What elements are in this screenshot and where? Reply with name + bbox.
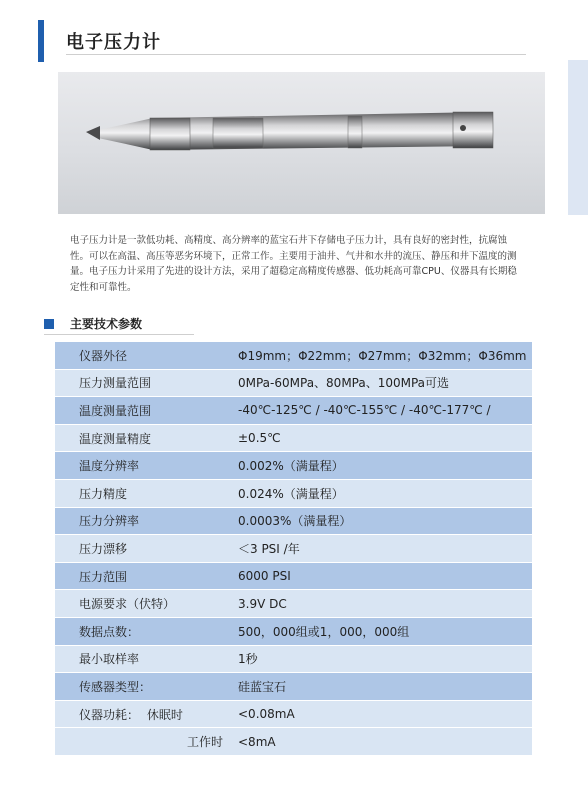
spec-label: 压力精度 <box>55 479 223 507</box>
power-sleep-label: 休眠时 <box>146 707 183 722</box>
spec-label: 压力测量范围 <box>55 369 223 397</box>
page-title: 电子压力计 <box>66 32 161 53</box>
title-divider <box>66 54 526 55</box>
table-row <box>55 424 532 452</box>
spec-value: ±0.5℃ <box>223 424 532 452</box>
spec-label: 数据点数： <box>55 617 223 645</box>
spec-label: 最小取样率 <box>55 645 223 673</box>
square-bullet-icon <box>44 319 54 329</box>
spec-label: 电源要求（伏特） <box>55 590 223 618</box>
power-work-label: 工作时 <box>55 728 223 756</box>
table-row <box>55 397 532 425</box>
spec-value: 0MPa-60MPa、80MPa、100MPa可选 <box>223 369 532 397</box>
spec-value: Φ19mm；Φ22mm；Φ27mm；Φ32mm；Φ36mm <box>223 342 532 369</box>
side-tab-decoration <box>568 60 588 215</box>
spec-value: 0.0003%（满量程） <box>223 507 532 535</box>
table-row <box>55 590 532 618</box>
product-photo <box>58 72 545 214</box>
spec-value: <8mA <box>223 728 532 756</box>
spec-value: 500，000组或1，000，000组 <box>223 617 532 645</box>
spec-value: 硅蓝宝石 <box>223 673 532 701</box>
pressure-gauge-illustration <box>58 72 545 214</box>
spec-value: 0.024%（满量程） <box>223 479 532 507</box>
spec-label: 温度分辨率 <box>55 452 223 480</box>
spec-label: 温度测量精度 <box>55 424 223 452</box>
spec-label: 压力范围 <box>55 562 223 590</box>
spec-value: -40℃-125℃ / -40℃-155℃ / -40℃-177℃ / <box>223 397 532 425</box>
section-title: 主要技术参数 <box>70 317 143 331</box>
spec-value: ＜3 PSI /年 <box>223 535 532 563</box>
table-row <box>55 700 532 728</box>
table-row <box>55 369 532 397</box>
spec-value: 0.002%（满量程） <box>223 452 532 480</box>
table-row <box>55 673 532 701</box>
spec-label: 温度测量范围 <box>55 397 223 425</box>
spec-label: 压力分辨率 <box>55 507 223 535</box>
spec-value: <0.08mA <box>223 700 532 728</box>
spec-table <box>55 342 532 756</box>
title-accent-bar <box>38 20 44 62</box>
spec-label: 仪器外径 <box>55 342 223 369</box>
table-row <box>55 562 532 590</box>
product-description: 电子压力计是一款低功耗、高精度、高分辨率的蓝宝石井下存储电子压力计，具有良好的密封性，抗腐蚀性。可以在高温、高压等恶劣环境下，正常工作。主要用于油井、气井和水井的流压、静压和井下温度的测量。电子压力计采用了先进的设计方法，采用了超稳定高精度传感器、低功耗高可靠CPU、仪器具有长期稳定性和可靠性。 <box>70 235 517 293</box>
spec-label: 传感器类型： <box>55 673 223 701</box>
table-row <box>55 507 532 535</box>
spec-value: 1秒 <box>223 645 532 673</box>
spec-value: 3.9V DC <box>223 590 532 618</box>
table-row <box>55 645 532 673</box>
table-row <box>55 535 532 563</box>
spec-label: 压力漂移 <box>55 535 223 563</box>
table-row <box>55 452 532 480</box>
power-label: 仪器功耗： <box>79 707 140 722</box>
table-row <box>55 479 532 507</box>
spec-value: 6000 PSI <box>223 562 532 590</box>
spec-label-power <box>55 700 223 728</box>
section-divider <box>44 334 194 335</box>
table-row <box>55 342 532 369</box>
table-row <box>55 617 532 645</box>
table-row <box>55 728 532 756</box>
